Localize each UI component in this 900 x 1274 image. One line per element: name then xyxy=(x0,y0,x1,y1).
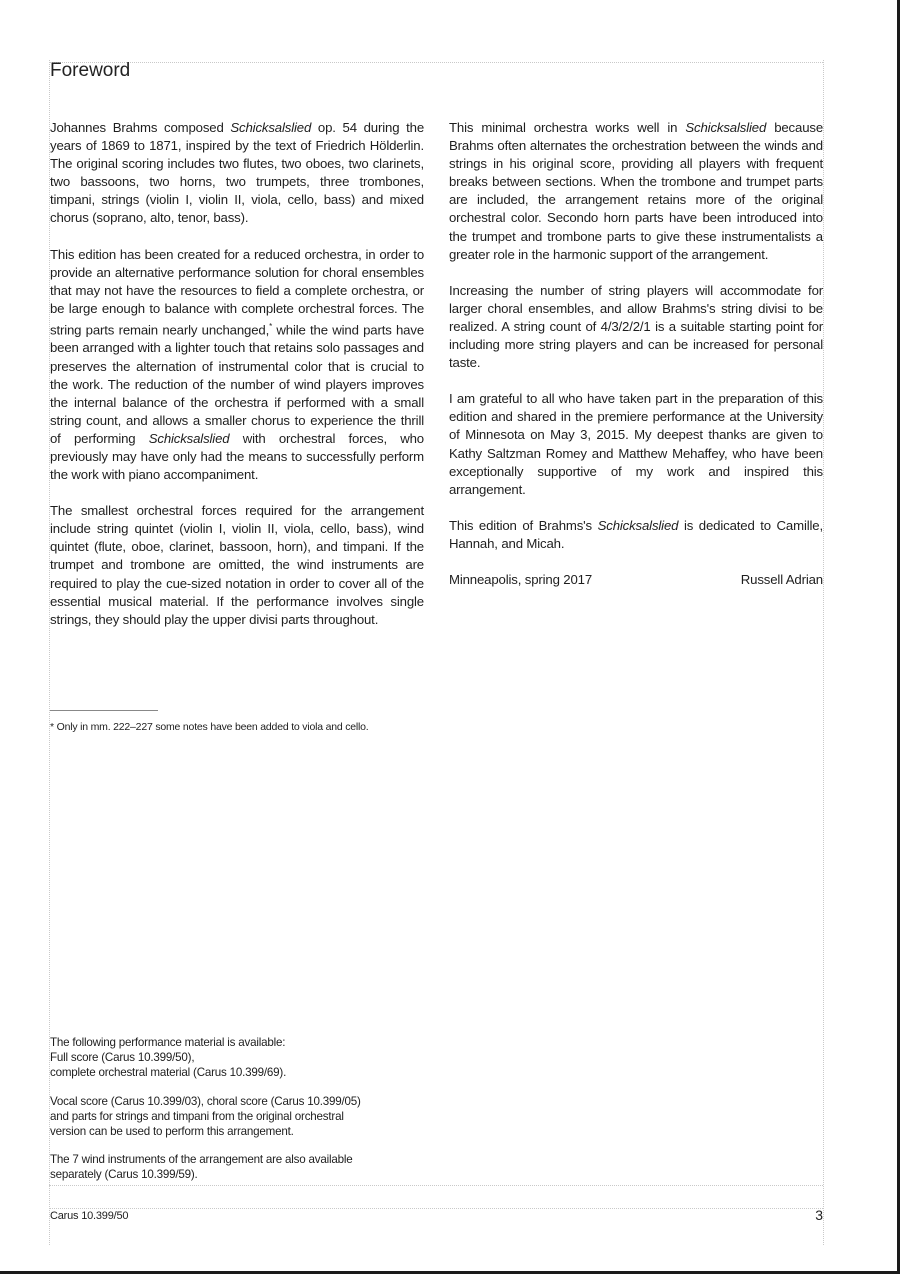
footnote-marker: * xyxy=(269,321,273,331)
text-run: is dedicated to Camille, Hannah, and Micah. xyxy=(449,517,823,551)
signature-row xyxy=(449,571,823,589)
paragraph: Increasing the number of string players will accommodate for larger choral ensembles, and allow Brahms's string divisi to be realized. A string count of 4/3/2/2/1 is a suitable starting point for including more string players and can be increased for personal taste. xyxy=(449,282,823,371)
material-paragraph xyxy=(50,1094,430,1140)
footnote-rule xyxy=(50,710,158,711)
work-title-italic: Schicksalslied xyxy=(148,430,230,446)
text-run: because Brahms often alternates the orchestration between the winds and strings in his original score, providing all players with frequent breaks between sections. When the trombone and trumpet parts are included, the arrangement retains more of the original orchestral color. Secondo horn parts have been introduced into the trumpet and trombone parts to give these instrumentalists a greater role in the harmonic support of the arrangement. xyxy=(449,120,824,262)
dedication xyxy=(449,517,823,553)
text-run: while the wind parts have been arranged with a lighter touch that retains solo passages and preserves the alternation of instrumental color that is crucial to the work. The reduction of the number of wind players improves the internal balance of the orchestra if performed with a small string count, and allows a smaller chorus to experience the thrill of performing xyxy=(50,322,424,446)
margin-guide-right xyxy=(823,60,824,1245)
text-line: version can be used to perform this arrangement. xyxy=(50,1125,294,1139)
text-run: This edition of Brahms's xyxy=(449,517,598,533)
place-date: Minneapolis, spring 2017 xyxy=(449,571,593,587)
text-run: op. 54 during the years of 1869 to 1871, inspired by the text of Friedrich Hölderlin. The original scoring includes two flutes, two oboes, two clarinets, two bassoons, two horns, two trumpets, three trombones, timpani, strings (violin I, violin II, viola, cello, bass) and mixed chorus (soprano, alto, tenor, bass). xyxy=(50,120,424,226)
performance-material xyxy=(50,1035,430,1196)
text-run: with orchestral forces, who previously may have only had the means to successfully perform the work with piano accompaniment. xyxy=(50,430,424,483)
text-line: Vocal score (Carus 10.399/03), choral score (Carus 10.399/05) xyxy=(50,1094,361,1108)
text-line: The following performance material is available: xyxy=(50,1036,286,1049)
margin-guide-top xyxy=(49,62,823,63)
text-line: separately (Carus 10.399/59). xyxy=(50,1168,198,1182)
text-line: and parts for strings and timpani from the original orchestral xyxy=(50,1109,344,1123)
author-name: Russell Adrian xyxy=(740,571,823,587)
catalog-number: Carus 10.399/50 xyxy=(50,1210,129,1222)
left-column xyxy=(50,119,424,647)
work-title-italic: Schicksalslied xyxy=(597,517,679,533)
material-paragraph xyxy=(50,1035,430,1081)
material-paragraph xyxy=(50,1152,430,1182)
page-title: Foreword xyxy=(50,60,131,81)
paragraph: The smallest orchestral forces required for the arrangement include string quintet (violin I, violin II, viola, cello, bass), wind quintet (flute, oboe, clarinet, bassoon, horn), and timpani. If the trumpet and trombone are omitted, the wind instruments are required to play the cue-sized notation in order to cover all of the essential musical material. If the performance involves single strings, they should play the upper divisi parts throughout. xyxy=(50,503,424,627)
text-line: complete orchestral material (Carus 10.399/69). xyxy=(50,1066,287,1080)
footnote: * Only in mm. 222–227 some notes have been added to viola and cello. xyxy=(50,721,369,733)
text-line: Full score (Carus 10.399/50), xyxy=(50,1051,195,1065)
work-title-italic: Schicksalslied xyxy=(685,120,767,135)
page-number: 3 xyxy=(815,1207,823,1223)
text-run: This minimal orchestra works well in xyxy=(449,120,686,135)
text-run: This edition has been created for a reduced orchestra, in order to provide an alternative performance solution for choral ensembles that may not have the resources to field a complete orchestra, or be large enough to balance with complete orchestral forces. The string parts remain nearly unchanged, xyxy=(50,246,424,338)
footer-rule xyxy=(50,1208,823,1209)
text-line: The 7 wind instruments of the arrangement are also available xyxy=(50,1153,353,1167)
right-column xyxy=(449,119,823,589)
paragraph xyxy=(50,246,424,485)
paragraph xyxy=(449,119,823,264)
text-run: Johannes Brahms composed xyxy=(50,120,231,135)
paragraph: I am grateful to all who have taken part in the preparation of this edition and shared in the premiere performance at the University of Minnesota on May 3, 2015. My deepest thanks are given to Kathy Saltzman Romey and Matthew Mehaffey, who have been exceptionally supportive of my work and inspired this arrangement. xyxy=(449,391,823,497)
work-title-italic: Schicksalslied xyxy=(230,120,312,135)
paragraph xyxy=(50,119,424,228)
